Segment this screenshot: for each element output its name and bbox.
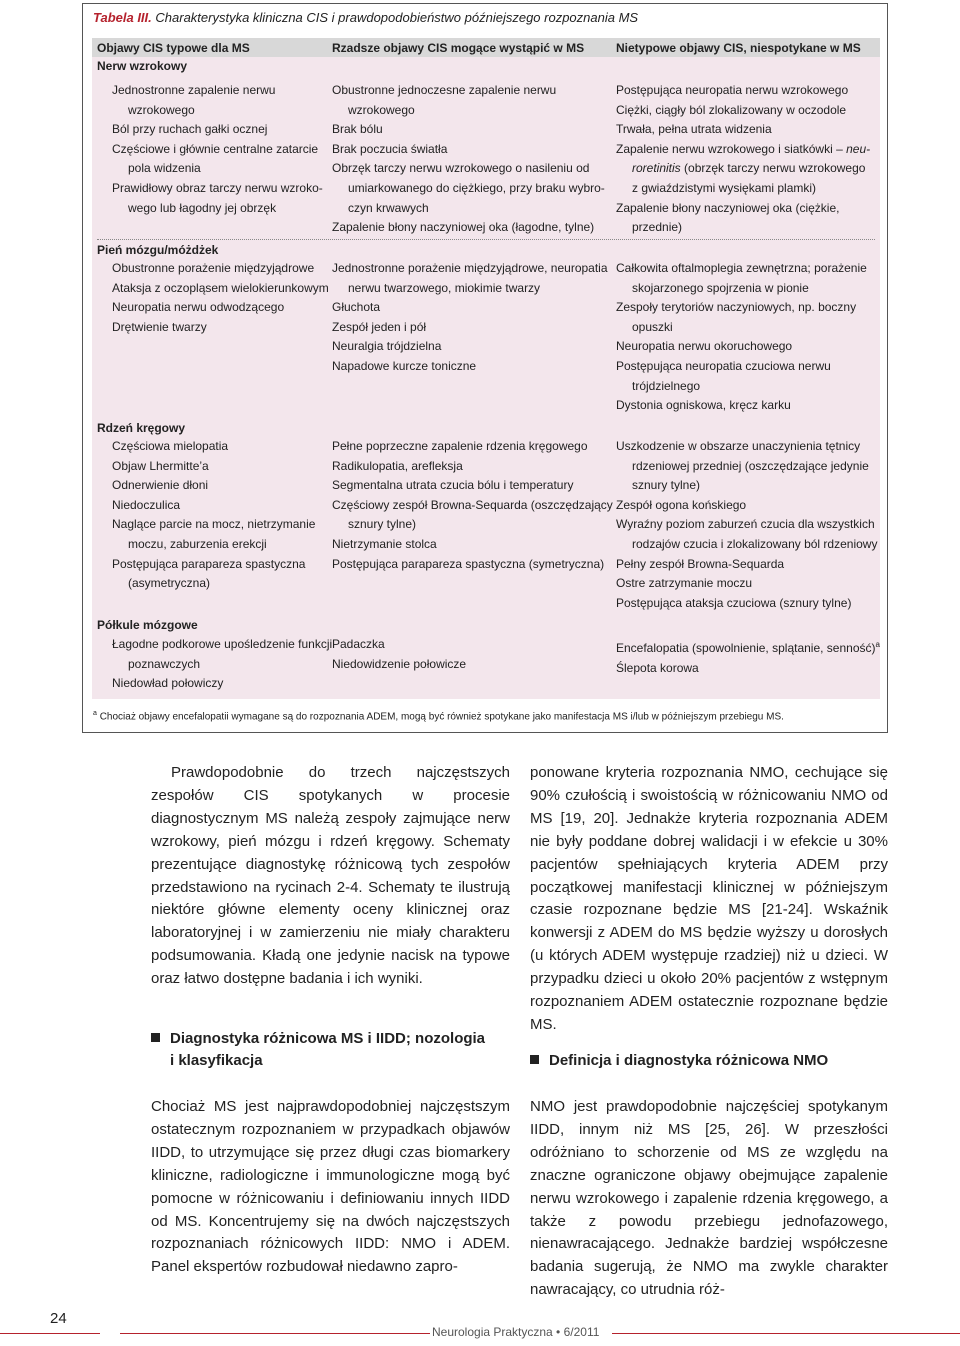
section-title-hemispheres: Półkule mózgowe [97, 618, 198, 632]
section-title-optic: Nerw wzrokowy [97, 59, 188, 73]
list-item: Radikulopatia, arefleksja [332, 458, 463, 473]
list-item: Neuropatia nerwu odwodzącego [112, 300, 285, 315]
journal-name: Neurologia Praktyczna • 6/2011 [432, 1325, 600, 1339]
list-item: Postępująca neuropatia nerwu wzrokowego [616, 83, 849, 97]
section-title-spinal: Rdzeń kręgowy [97, 421, 186, 435]
heading-line: Definicja i diagnostyka różnicowa NMO [549, 1052, 829, 1069]
brainstem-col3 [616, 259, 867, 416]
list-item: poznawczych [128, 656, 201, 671]
list-item: Napadowe kurcze toniczne [332, 358, 477, 373]
list-item: Odnerwienie dłoni [112, 478, 209, 493]
brainstem-col1 [112, 259, 329, 337]
hemispheres-col1 [112, 635, 332, 694]
list-item: moczu, zaburzenia erekcji [128, 536, 267, 551]
list-item: Obrzęk tarczy nerwu wzrokowego o nasileniu od [332, 161, 590, 176]
list-item: trójdzielnego [632, 378, 701, 393]
section-title-brainstem: Pień mózgu/móżdżek [97, 243, 219, 257]
text-segment: Zapalenie nerwu wzrokowego i siatkówki – [616, 141, 843, 156]
list-item: wego lub łagodny jej obrzęk [128, 200, 277, 215]
page-number: 24 [50, 1310, 67, 1327]
list-item: Łagodne podkorowe upośledzenie funkcji [112, 637, 333, 651]
table-footnote [93, 710, 784, 722]
list-item: Drętwienie twarzy [112, 319, 207, 334]
text-segment: (obrzęk tarczy nerwu wzrokowego [684, 161, 866, 176]
list-item: Prawidłowy obraz tarczy nerwu wzroko- [112, 180, 323, 195]
list-item: przednie) [632, 220, 683, 235]
list-item: Neuropatia nerwu okoruchowego [616, 339, 793, 354]
list-item: Postępująca parapareza spastyczna (symetryczna) [332, 556, 605, 571]
list-item: Zespoły terytoriów naczyniowych, np. boczny [616, 300, 857, 315]
list-item: Ciężki, ciągły ból zlokalizowany w oczodole [616, 102, 847, 117]
optic-col3 [616, 81, 870, 238]
list-item: wzrokowego [348, 102, 415, 117]
list-item: Pełny zespół Browna-Sequarda [616, 556, 785, 571]
footnote-mark: a [93, 710, 97, 717]
section-heading-nmo [530, 1050, 890, 1072]
list-item: Trwała, pełna utrata widzenia [616, 122, 772, 137]
spinal-col3 [616, 437, 877, 613]
header-typical: Objawy CIS typowe dla MS [97, 41, 250, 55]
paragraph: NMO jest prawdopodobnie najczęściej spotykanym IIDD, innym niż MS [25, 26]. W przeszłości odróżniano to schorzenie od MS ze względu na znaczne ograniczone objawy obejmujące zapalenie nerwu wzrokowego i zapalenie rdzenia kręgowego, a także z powodu przebiegu jednofazowego, nienawracającego. Jednakże bardziej współczesne badania sugerują, że NMO ma zwykle charakter nawracający, co utrudnia róż- [530, 1098, 888, 1299]
list-item: Padaczka [332, 637, 385, 651]
table-label: Tabela III. [93, 10, 152, 25]
list-item: Naglące parcie na mocz, nietrzymanie [112, 517, 316, 532]
paragraph: Prawdopodobnie do trzech najczęstszych zespołów CIS spotykanych w procesie diagnostycznym MS należą zespoły zajmujące nerw wzrokowy, pień mózgu i rdzeń kręgowy. Schematy prezentujące diagnostykę różnicową tych zespołów przedstawiono na rycinach 2-4. Schematy te ilustrują niektóre główne elementy oceny klinicznej oraz laboratoryjnej i w zamierzeniu nie miały charakteru podsumowania. Kładą one jedynie nacisk na typowe oraz łatwo dostępne badania i ich wyniki. [151, 764, 510, 988]
text-segment: Encefalopatia (spowolnienie, splątanie, senność) [616, 641, 876, 655]
header-atypical: Nietypowe objawy CIS, niespotykane w MS [616, 41, 861, 55]
list-item: Zespół ogona końskiego [616, 497, 747, 512]
list-item: (asymetryczna) [128, 576, 211, 591]
list-item: Niedoczulica [112, 497, 181, 512]
table-header-row [92, 38, 880, 57]
footnote-ref: a [875, 640, 880, 649]
footer-rule [612, 1333, 960, 1334]
list-item: Ostre zatrzymanie moczu [616, 576, 753, 591]
list-item: Postępująca parapareza spastyczna [112, 556, 306, 571]
list-item: Niedowład połowiczy [112, 676, 224, 691]
brainstem-col2 [332, 259, 608, 377]
list-item: Ślepota korowa [616, 660, 699, 675]
list-item: Zapalenie błony naczyniowej oka (łagodne, tylne) [332, 220, 595, 235]
hemispheres-col2 [332, 635, 466, 674]
text-segment: neu- [846, 141, 871, 156]
list-item: Postępująca ataksja czuciowa (sznury tylne) [616, 595, 852, 610]
list-item: z gwiaździstymi wysiękami plamki) [632, 180, 817, 195]
list-item: Jednostronne zapalenie nerwu [112, 83, 276, 97]
list-item: Głuchota [332, 300, 381, 315]
list-item: Jednostronne porażenie międzyjądrowe, neuropatia [332, 261, 608, 275]
list-item: Brak bólu [332, 122, 383, 137]
heading-line: i klasyfikacja [170, 1052, 263, 1069]
right-column-para2 [530, 1096, 888, 1302]
list-item: Neuralgia trójdzielna [332, 339, 442, 354]
section-heading-diagnostics [151, 1028, 521, 1072]
spinal-col1 [112, 437, 315, 594]
list-item: rdzeniowej przedniej (oszczędzające jedynie [632, 458, 869, 473]
list-item: opuszki [632, 319, 673, 334]
list-item: wzrokowego [128, 102, 195, 117]
footer-rule [0, 1333, 100, 1334]
list-item: Pełne poprzeczne zapalenie rdzenia kręgowego [332, 439, 588, 453]
left-column-para1 [151, 762, 510, 991]
list-item [616, 140, 870, 160]
table-caption-text: Charakterystyka kliniczna CIS i prawdopodobieństwo późniejszego rozpoznania MS [155, 10, 639, 25]
list-item: pola widzenia [128, 161, 201, 176]
list-item: Częściowy zespół Browna-Sequarda (oszczędzający [332, 497, 613, 512]
list-item: rodzajów czucia i zlokalizowany ból rdzeniowy [632, 536, 878, 551]
list-item: Całkowita oftalmoplegia zewnętrzna; porażenie [616, 261, 867, 275]
list-item: Brak poczucia światła [332, 141, 448, 156]
list-item [616, 159, 870, 179]
list-item: Ataksja z oczopląsem wielokierunkowym [112, 280, 329, 295]
list-item: Nietrzymanie stolca [332, 536, 437, 551]
footer-rule [120, 1333, 430, 1334]
left-column-para2 [151, 1096, 510, 1279]
right-column-para1 [530, 762, 888, 1037]
table-box [82, 3, 888, 733]
section-divider [97, 239, 875, 240]
optic-col2 [332, 81, 605, 238]
list-item: Uszkodzenie w obszarze unaczynienia tętnicy [616, 439, 861, 453]
list-item: sznury tylne) [348, 517, 417, 532]
list-item: Zapalenie błony naczyniowej oka (ciężkie, [616, 200, 840, 215]
list-item: Częściowe i głównie centralne zatarcie [112, 141, 319, 156]
bullet-square-icon [151, 1033, 160, 1042]
bullet-square-icon [530, 1055, 539, 1064]
list-item: nerwu twarzowego, miokimie twarzy [348, 280, 541, 295]
list-item: Dystonia ogniskowa, kręcz karku [616, 398, 791, 413]
list-item: Objaw Lhermitte’a [112, 458, 209, 473]
list-item: Obustronne jednoczesne zapalenie nerwu [332, 83, 557, 97]
list-item: Postępująca neuropatia czuciowa nerwu [616, 358, 831, 373]
list-item: Segmentalna utrata czucia bólu i temperatury [332, 478, 574, 493]
spinal-col2 [332, 437, 613, 574]
list-item: skojarzonego spojrzenia w pionie [632, 280, 809, 295]
paragraph: ponowane kryteria rozpoznania NMO, cechujące się 90% czułością i swoistością w różnicowaniu NMO od MS [19, 20]. Jednakże kryteria rozpoznania ADEM nie były poddane dobrej walidacji i w efekcie u 30% pacjentów spełniających kryteria ADEM przy początkowej manifestacji klinicznej w późniejszym czasie rozpoznane będzie MS [21-24]. Wskaźnik konwersji z ADEM do MS będzie wyższy u dorosłych (u których ADEM występuje rzadziej) niż u dzieci. W przypadku dzieci u około 20% pacjentów z wstępnym rozpoznaniem ADEM ostatecznie rozpoznane będzie MS. [530, 764, 888, 1033]
list-item: Zespół jeden i pół [332, 319, 427, 334]
list-item: Niedowidzenie połowicze [332, 656, 467, 671]
paragraph: Chociaż MS jest najprawdopodobniej najczęstszym ostatecznym rozpoznaniem w przypadkach objawów IIDD, to utrzymujące się przez długi czas biomarkery kliniczne, radiologiczne i immunologiczne mogą być pomocne w różnicowaniu i definiowaniu innych IIDD od MS. Koncentrujemy się na dwóch najczęstszych rozpoznaniach różnicowych IIDD: NMO i ADEM. Panel ekspertów rozbudował niedawno zapro- [151, 1098, 510, 1276]
list-item: Częściowa mielopatia [112, 439, 229, 453]
table-caption [93, 10, 638, 25]
list-item [616, 635, 880, 659]
hemispheres-col3 [616, 635, 880, 678]
text-segment: roretinitis [632, 161, 681, 176]
footnote-text: Chociaż objawy encefalopatii wymagane są do rozpoznania ADEM, mogą być również spotykane jako manifestacja MS i/lub w późniejszym przebiegu MS. [99, 711, 784, 723]
list-item: czyn krwawych [348, 200, 429, 215]
list-item: Obustronne porażenie międzyjądrowe [112, 261, 315, 275]
list-item: Ból przy ruchach gałki ocznej [112, 122, 268, 137]
list-item: sznury tylne) [632, 478, 701, 493]
list-item: Wyraźny poziom zaburzeń czucia dla wszystkich [616, 517, 875, 532]
list-item: umiarkowanego do ciężkiego, przy braku wybro- [348, 180, 605, 195]
heading-line: Diagnostyka różnicowa MS i IIDD; nozologia [170, 1030, 486, 1047]
header-rare: Rzadsze objawy CIS mogące wystąpić w MS [332, 41, 585, 55]
table-body [92, 57, 880, 699]
optic-col1 [112, 81, 323, 218]
